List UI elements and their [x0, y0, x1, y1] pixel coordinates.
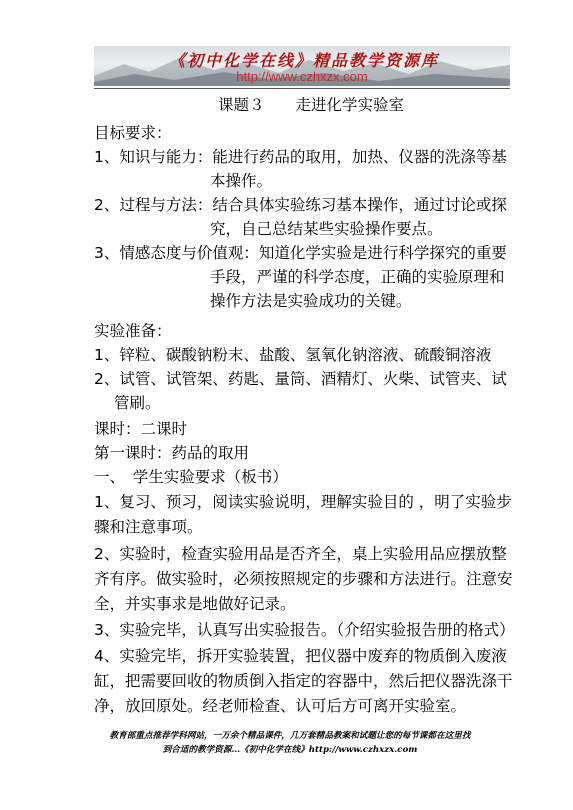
body-line: 2、实验时，检查实验用品是否齐全，桌上实验用品应摆放整 — [94, 545, 507, 563]
body-line: 3、情感态度与价值观：知道化学实验是进行科学探究的重要 — [94, 244, 507, 262]
header-divider — [94, 88, 510, 89]
body-line: 3、实验完毕，认真写出实验报告。（介绍实验报告册的格式） — [94, 621, 515, 639]
body-line: 1、复习、预习，阅读实验说明，理解实验目的 ，明了实验步 — [94, 493, 512, 511]
body-line: 2、试管、试管架、药匙、量筒、酒精灯、火柴、试管夹、试 — [94, 370, 507, 388]
banner-title: 《初中化学在线》精品教学资源库 — [168, 51, 439, 70]
footer-line: 到合适的教学资源…《初中化学在线》http://www.czhxzx.com — [162, 745, 418, 755]
section-heading: 第一课时：药品的取用 — [94, 444, 250, 462]
body-line: 4、实验完毕，拆开实验装置，把仪器中废弃的物质倒入废液 — [94, 647, 507, 665]
footer-line: 教育部重点推荐学科网站，一万余个精品课件，几万套精品教案和试题让您的每节课都在这里找 — [109, 731, 471, 741]
body-line: 课时：二课时 — [94, 420, 188, 438]
body-line: 1、锌粒、碳酸钠粉末、盐酸、氢氧化钠溶液、硫酸铜溶液 — [94, 346, 492, 364]
section-heading: 实验准备： — [94, 322, 172, 340]
lesson-title: 课题３ 走进化学实验室 — [218, 96, 405, 114]
body-line: 2、过程与方法：结合具体实验练习基本操作，通过讨论或探 — [94, 196, 507, 214]
body-line: 手段，严谨的科学态度，正确的实验原理和 — [210, 268, 505, 286]
body-line: 管刷。 — [114, 394, 161, 412]
body-line: 净，放回原处。经老师检查、认可后方可离开实验室。 — [94, 697, 467, 715]
body-line: 全，并实事求是地做好记录。 — [94, 595, 296, 613]
section-heading: 一、 学生实验要求（板书） — [94, 468, 288, 486]
site-banner — [94, 46, 510, 86]
body-line: 骤和注意事项。 — [94, 518, 203, 536]
section-heading: 目标要求： — [94, 124, 172, 142]
body-line: 操作方法是实验成功的关键。 — [210, 292, 412, 310]
body-line: 本操作。 — [210, 172, 273, 190]
body-line: 1、知识与能力：能进行药品的取用，加热、仪器的洗涤等基 — [94, 148, 507, 166]
banner-url[interactable]: http://www.czhxzx.com — [236, 69, 368, 84]
body-line: 缸，把需要回收的物质倒入指定的容器中，然后把仪器洗涤干 — [94, 672, 513, 690]
body-line: 齐有序。做实验时，必须按照规定的步骤和方法进行。注意安 — [94, 570, 513, 588]
body-line: 究，自己总结某些实验操作要点。 — [210, 220, 443, 238]
